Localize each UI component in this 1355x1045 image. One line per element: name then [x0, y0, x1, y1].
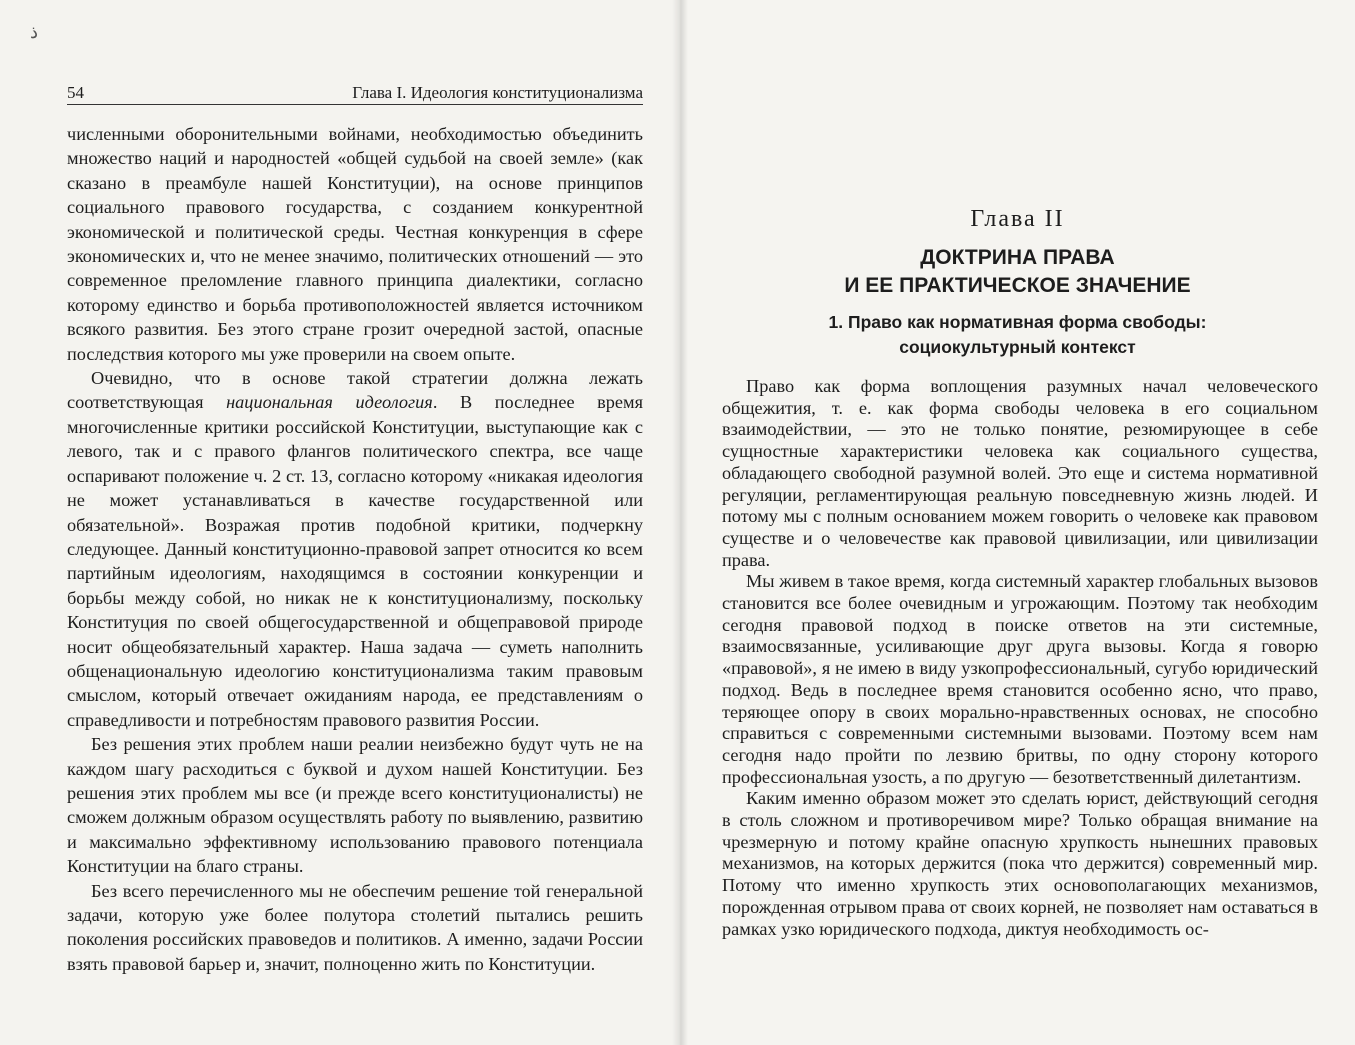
running-head-title: Глава I. Идеология конституционализма [352, 83, 643, 102]
paragraph [67, 366, 643, 732]
left-text-column [67, 122, 643, 976]
chapter-title-line: ДОКТРИНА ПРАВА [920, 246, 1115, 269]
running-head [67, 80, 643, 105]
right-text-column [722, 376, 1318, 940]
right-page [680, 0, 1355, 1045]
book-gutter-shadow [672, 0, 688, 1045]
chapter-label: Глава II [970, 206, 1065, 232]
paragraph: Каким именно образом может это сделать юрист, действующий сегодня в столь сложном и противоречивом мире? Только обращая внимание на чрезмерную и потому крайне опасную хрупкость нынешних правовых механизмов, на которых держится (пока что держится) современный мир. Потому что именно хрупкость этих основополагающих механизмов, порожденная отрывом права от своих корней, не позволяет нам оставаться в рамках узко юридического подхода, диктуя необходимость ос- [722, 788, 1318, 939]
paragraph: численными оборонительными войнами, необходимостью объединить множество наций и народностей «общей судьбой на своей земле» (как сказано в преамбуле нашей Конституции), на основе принципов социального правового государства, с созданием конкурентной экономической и политической среды. Честная конкуренция в сфере экономических и, что не менее значимо, политических отношений — это современное преломление главного принципа диалектики, согласно которому единство и борьба противоположностей является источником всякого развития. Без этого стране грозит очередной застой, опасные последствия которого мы уже проверили на своем опыте. [67, 124, 643, 364]
emphasis-text: национальная идеология [226, 392, 433, 413]
chapter-title [680, 244, 1355, 300]
page-number: 54 [67, 83, 84, 102]
chapter-title-line: И ЕЕ ПРАКТИЧЕСКОЕ ЗНАЧЕНИЕ [844, 274, 1191, 297]
paragraph-text: . В последнее время многочисленные критики российской Конституции, выступающие как с левого, так и с правого флангов политического спектра, все чаще оспаривают положение ч. 2 ст. 13, согласно которому «никакая идеология не может устанавливаться в качестве государственной или обязательной». Возражая против подобной критики, подчеркну следующее. Данный конституционно-правовой запрет относится ко всем партийным идеологиям, находящимся в состоянии конкуренции и борьбы между собой, но никак не к конституционализму, поскольку Конституция по своей общегосударственной и общеправовой природе носит общеобязательный характер. Наша задача — суметь наполнить общенациональную идеологию конституционализма таким правовым смыслом, который отвечает ожиданиям народа, ее представлениям о справедливости и потребностям правового развития России. [67, 392, 644, 730]
corner-pen-mark: ذ [30, 22, 39, 42]
section-title-line: социокультурный контекст [899, 337, 1136, 357]
paragraph: Без решения этих проблем наши реалии неизбежно будут чуть не на каждом шагу расходиться с буквой и духом нашей Конституции. Без решения этих проблем мы все (и прежде всего конституционалисты) не сможем должным образом осуществлять работу по выявлению, развитию и максимально эффективному использованию правового потенциала Конституции на благо страны. [67, 734, 643, 877]
paragraph: Право как форма воплощения разумных начал человеческого общежития, т. е. как форма свободы человека в его социальном взаимодействии, — это не только понятие, резюмирующее в себе сущностные характеристики человека как социального существа, обладающего свободной разумной волей. Это еще и система нормативной регуляции, регламентирующая реальную повседневную жизнь людей. И потому мы с полным основанием можем говорить о человеке как правовом существе и о человечестве как правовой цивилизации, или цивилизации права. [722, 376, 1318, 570]
section-title [680, 310, 1355, 360]
paragraph: Мы живем в такое время, когда системный характер глобальных вызовов становится все более очевидным и угрожающим. Поэтому так необходим сегодня правовой подход в поиске ответов на эти системные, взаимосвязанные, усиливающие друг друга вызовы. Когда я говорю «правовой», я не имею в виду узкопрофессиональный, сугубо юридический подход. Ведь в последнее время становится особенно ясно, что право, теряющее опору в своих морально-нравственных основах, не способно справиться с современными системными вызовами. Поэтому всем нам сегодня надо пройти по лезвию бритвы, по одну сторону которого профессиональная узость, а по другую — безответственный дилетантизм. [722, 571, 1318, 787]
section-title-line: 1. Право как нормативная форма свободы: [828, 312, 1207, 332]
paragraph-text: Очевидно, что в основе такой стратегии должна лежать соответствующая [67, 368, 643, 413]
paragraph: Без всего перечисленного мы не обеспечим решение той генеральной задачи, которую уже более полутора столетий пытались решить поколения российских правоведов и политиков. А именно, задачи России взять правовой барьер и, значит, полноценно жить по Конституции. [67, 880, 643, 974]
